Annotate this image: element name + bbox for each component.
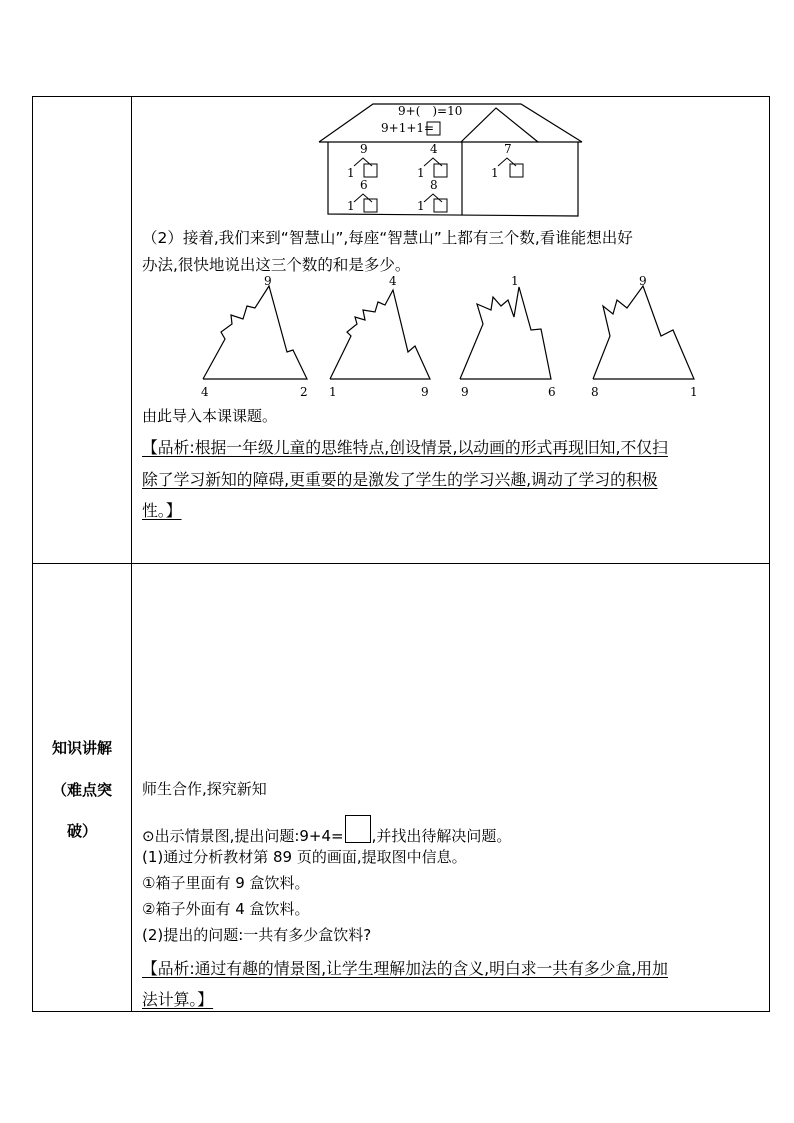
mountain-2-right: 9 — [421, 385, 429, 399]
split-1 — [347, 142, 377, 180]
section2-show-question — [142, 815, 511, 847]
svg-text:9: 9 — [360, 142, 368, 156]
roof-line1: 9+( )=10 — [398, 104, 463, 118]
mountain-1-left: 4 — [201, 385, 209, 399]
mountain-2-left: 1 — [329, 385, 337, 399]
mountain-3-right: 6 — [548, 385, 556, 399]
svg-text:1: 1 — [347, 166, 355, 180]
svg-text:8: 8 — [430, 178, 438, 192]
section-label-line3: 破） — [66, 822, 97, 840]
mountain-3-left: 9 — [461, 385, 469, 399]
table-left-border — [32, 96, 33, 1012]
svg-text:1: 1 — [417, 199, 425, 213]
mountain-2-top: 4 — [389, 274, 397, 288]
svg-text:1: 1 — [417, 166, 425, 180]
roof-line2: 9+1+1= — [381, 121, 435, 135]
mountain-4-right: 1 — [690, 385, 698, 399]
mountain-3 — [460, 287, 551, 379]
answer-box — [345, 815, 371, 843]
section-label-line2: （难点突 — [51, 781, 112, 799]
table-bottom-border — [32, 1011, 770, 1012]
intro-line: 由此导入本课课题。 — [142, 407, 278, 425]
analysis1-line3: 性。】 — [142, 501, 182, 520]
section-label-line1: 知识讲解 — [51, 739, 112, 757]
mountain-4-top: 9 — [639, 274, 647, 288]
mountain-1-right: 2 — [300, 385, 308, 399]
section2-item1: (1)通过分析教材第 89 页的画面,提取图中信息。 — [142, 848, 467, 866]
table-row-divider — [32, 563, 770, 564]
mountain-3-top: 1 — [511, 274, 519, 288]
analysis2-line2: 法计算。】 — [142, 990, 214, 1009]
split-3 — [347, 178, 377, 213]
show-prefix: ⊙出示情景图,提出问题:9+4= — [142, 827, 344, 845]
section2-heading: 师生合作,探究新知 — [142, 780, 267, 798]
svg-text:7: 7 — [504, 142, 512, 156]
section2-item2: (2)提出的问题:一共有多少盒饮料? — [142, 926, 372, 944]
split-2 — [417, 142, 447, 180]
house-figure — [316, 98, 588, 218]
table-right-border — [769, 96, 770, 1012]
section2-item1a: ①箱子里面有 9 盒饮料。 — [142, 874, 310, 892]
analysis1-line1: 【品析:根据一年级儿童的思维特点,创设情景,以动画的形式再现旧知,不仅扫 — [142, 438, 668, 457]
section2-item1b: ②箱子外面有 4 盒饮料。 — [142, 900, 310, 918]
mountain-2 — [330, 290, 430, 379]
split-right — [491, 142, 523, 180]
table-top-border — [32, 96, 770, 97]
svg-text:1: 1 — [491, 166, 499, 180]
analysis1-line2: 除了学习新知的障碍,更重要的是激发了学生的学习兴趣,调动了学习的积极 — [142, 470, 658, 489]
table-column-divider — [131, 96, 132, 1012]
show-suffix: ,并找出待解决问题。 — [371, 827, 512, 845]
mountain-1-top: 9 — [264, 274, 272, 288]
svg-text:6: 6 — [360, 178, 368, 192]
step2-line2: 办法,很快地说出这三个数的和是多少。 — [142, 256, 411, 274]
mountain-4 — [593, 286, 694, 379]
mountain-4-left: 8 — [591, 385, 599, 399]
mountains-figure — [195, 272, 715, 402]
analysis2-line1: 【品析:通过有趣的情景图,让学生理解加法的含义,明白求一共有多少盒,用加 — [142, 959, 668, 978]
mountain-1 — [203, 286, 307, 379]
svg-text:4: 4 — [430, 142, 438, 156]
svg-text:1: 1 — [347, 199, 355, 213]
step2-line1: （2）接着,我们来到“智慧山”,每座“智慧山”上都有三个数,看谁能想出好 — [142, 229, 633, 247]
split-4 — [417, 178, 447, 213]
